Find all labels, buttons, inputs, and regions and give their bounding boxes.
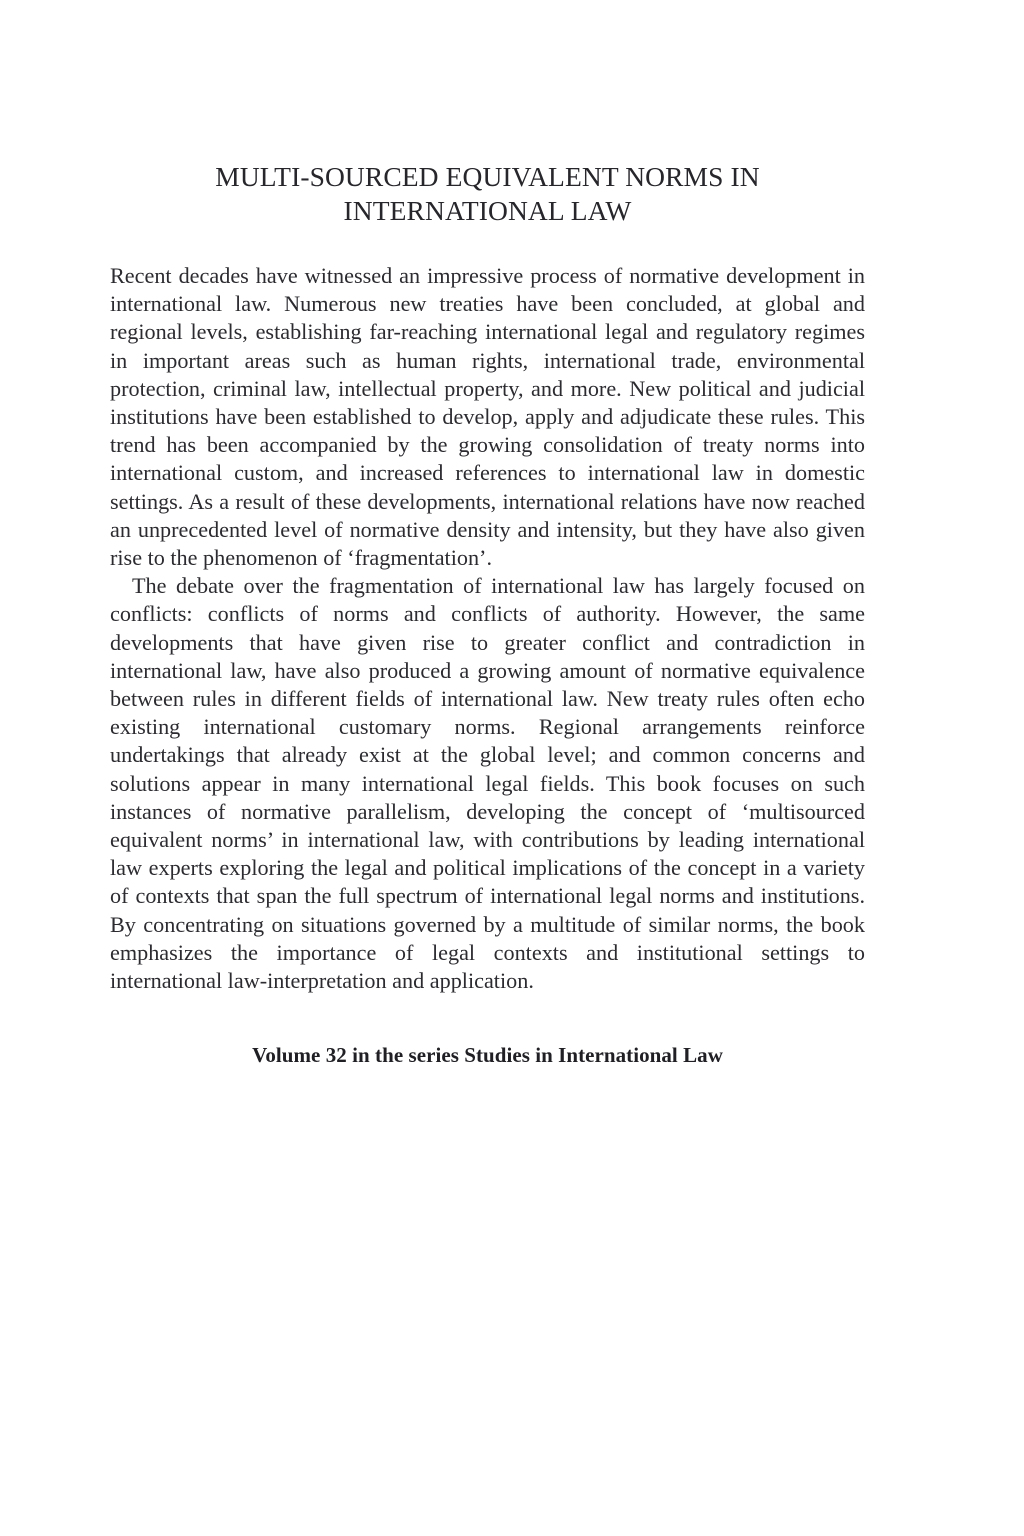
blurb-paragraph-1: Recent decades have witnessed an impressive process of normative development in international law. Numerous new treaties have been concluded, at global and regional levels, establishing far-reaching international legal and regulatory regimes in important areas such as human rights, international trade, environmental protection, criminal law, intellectual property, and more. New political and judicial institutions have been established to develop, apply and adjudicate these rules. This trend has been accompanied by the growing consolidation of treaty norms into international custom, and increased references to international law in domestic settings. As a result of these developments, international relations have now reached an unprecedented level of normative density and intensity, but they have also given rise to the phenomenon of ‘fragmentation’. — [110, 263, 865, 571]
series-note: Volume 32 in the series Studies in International Law — [252, 1043, 723, 1068]
page-title-line-1: MULTI-SOURCED EQUIVALENT NORMS IN — [215, 161, 760, 192]
blurb-paragraph-2: The debate over the fragmentation of international law has largely focused on conflicts: conflicts of norms and conflicts of authority. However, the same developments that have given rise to greater conflict and contradiction in international law, have also produced a growing amount of normative equivalence between rules in different fields of international law. New treaty rules often echo existing international customary norms. Regional arrangements reinforce undertakings that already exist at the global level; and common concerns and solutions appear in many international legal fields. This book focuses on such instances of normative parallelism, developing the concept of ‘multisourced equivalent norms’ in international law, with contributions by leading international law experts exploring the legal and political implications of the concept in a variety of contexts that span the full spectrum of international legal norms and institutions. By concentrating on situations governed by a multitude of similar norms, the book emphasizes the importance of legal contexts and institutional settings to international law-interpretation and application. — [110, 573, 865, 994]
page-title — [110, 160, 865, 228]
page-title-line-2: INTERNATIONAL LAW — [343, 195, 632, 226]
content-block — [110, 160, 865, 1069]
